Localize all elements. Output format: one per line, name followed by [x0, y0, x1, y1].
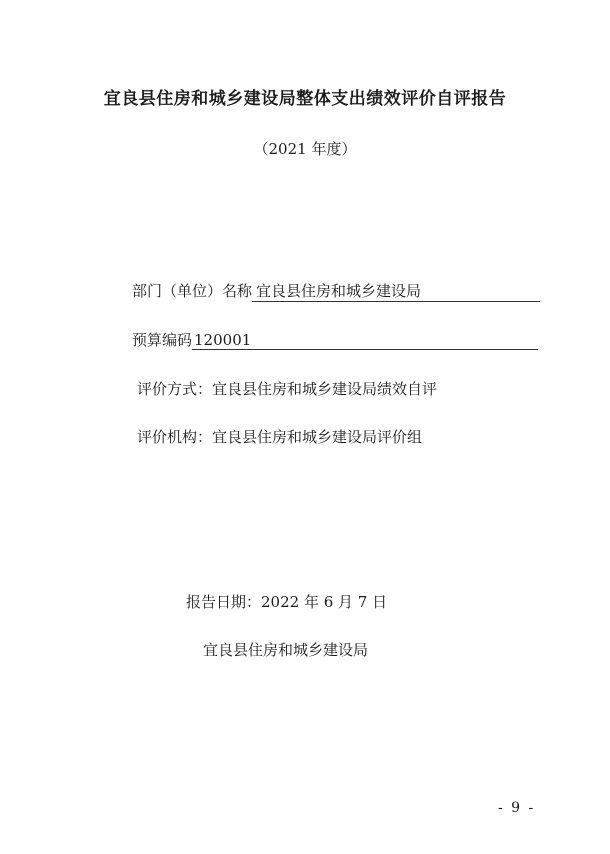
field-evaluation-method [137, 378, 437, 399]
document-title: 宜良县住房和城乡建设局整体支出绩效评价自评报告 [103, 89, 507, 109]
field-value: 宜良县住房和城乡建设局绩效自评 [212, 380, 438, 398]
field-value: 宜良县住房和城乡建设局评价组 [212, 428, 423, 446]
field-department-name [132, 280, 540, 302]
field-label: 预算编码 [132, 331, 193, 349]
field-label: 评价方式： [137, 380, 213, 398]
page-number: - 9 - [498, 800, 536, 816]
field-value: 120001 [192, 331, 538, 350]
year-line: （2021 年度） [253, 140, 357, 158]
field-evaluation-agency [137, 426, 422, 447]
field-label: 部门（单位）名称 [132, 282, 253, 300]
report-date: 报告日期：2022 年 6 月 7 日 [186, 593, 388, 611]
field-label: 评价机构： [137, 428, 213, 446]
footer-organization: 宜良县住房和城乡建设局 [203, 641, 369, 659]
field-value: 宜良县住房和城乡建设局 [252, 280, 540, 302]
field-budget-code [132, 329, 538, 350]
